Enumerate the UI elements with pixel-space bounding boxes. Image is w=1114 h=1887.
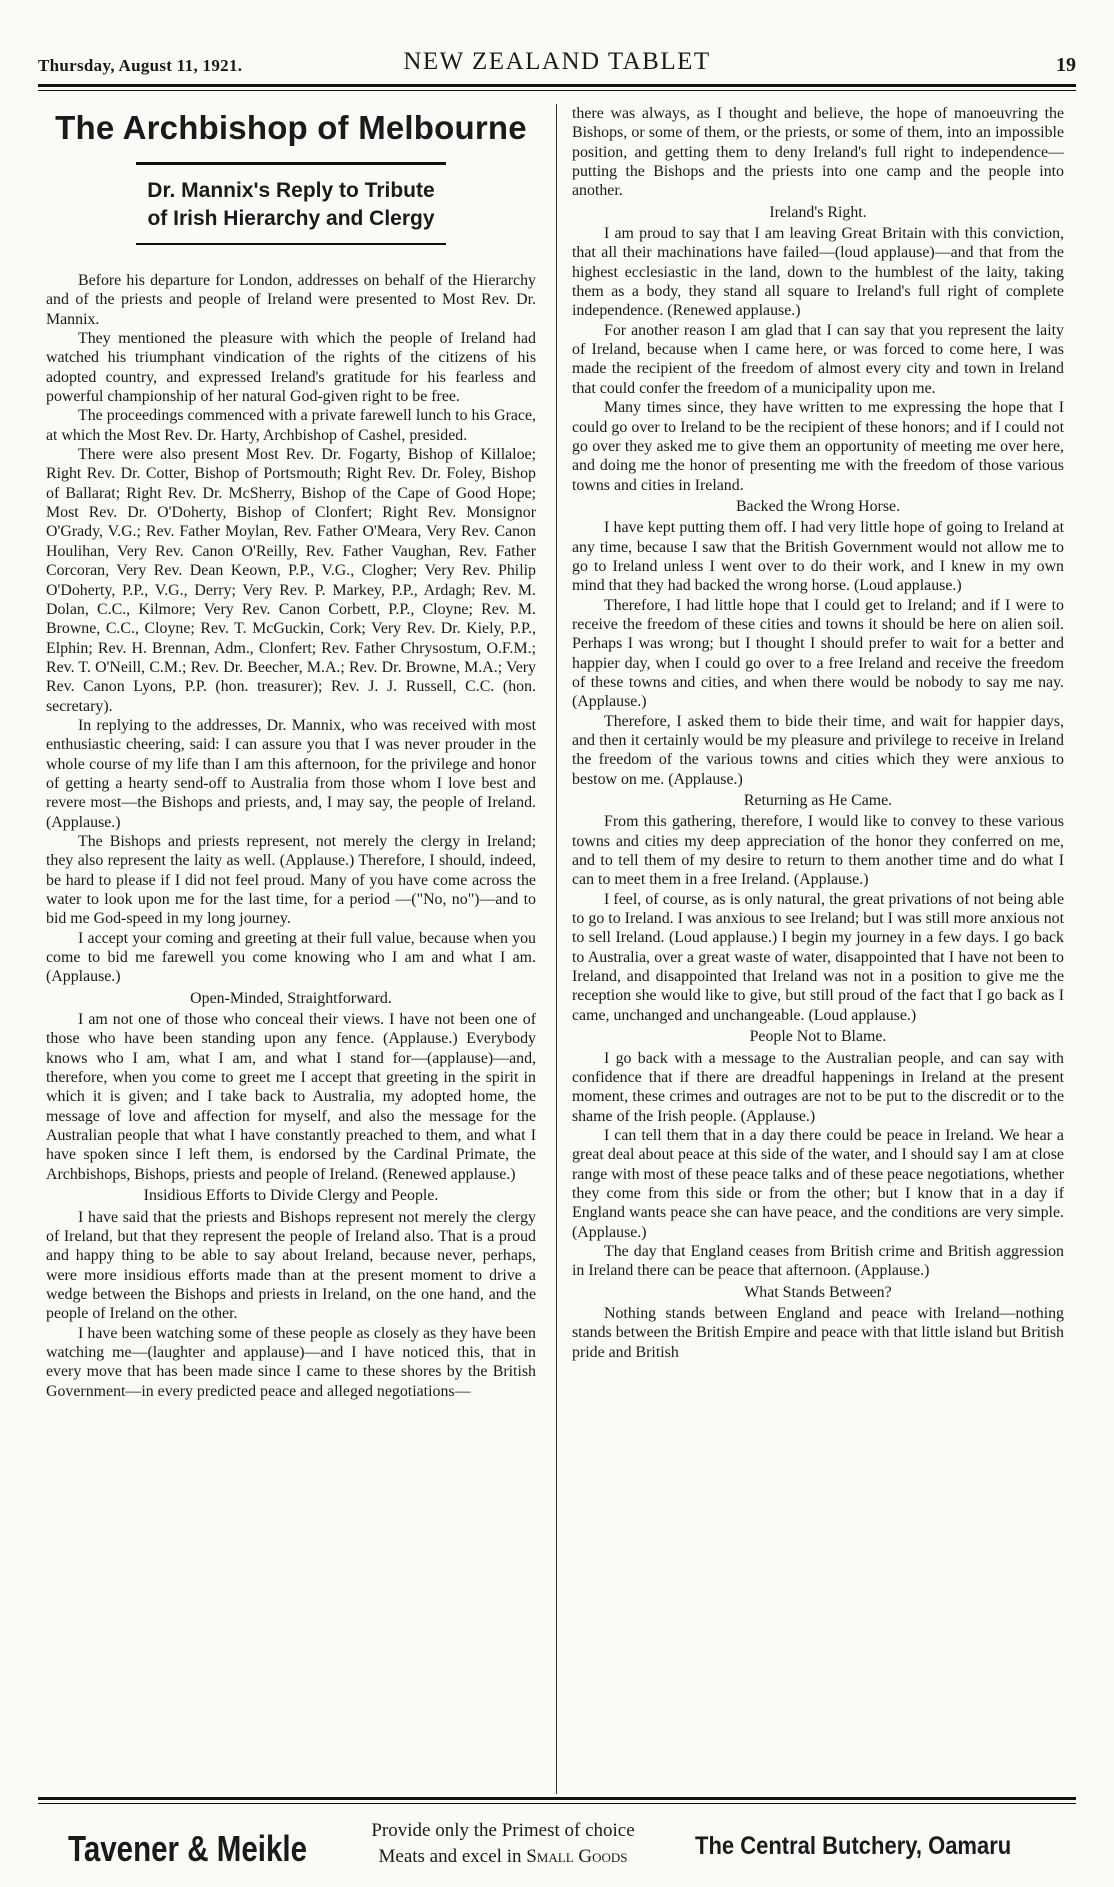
subheading: Backed the Wrong Horse. — [735, 497, 901, 515]
ad-shop-name: The Central Butchery, Oamaru — [695, 1832, 1012, 1860]
headline-rule — [136, 162, 446, 165]
left-column — [46, 104, 536, 1401]
article-deck — [46, 177, 536, 233]
paragraph: The Bishops and priests represent, not merely the clergy in Ireland; they also represent the laity as well. (Applause.) Therefore, I should, indeed, be hard to please if I did not feel proud. Many of you have come across the water to look upon me for the last time, for a period —("No, no")—and to bid me God-speed in my long journey. — [46, 832, 536, 928]
paragraph: For another reason I am glad that I can say that you represent the laity of Ireland, because when I came here, or was forced to come here, I was made the recipient of the freedom of almost every city and town in Ireland that could confer the freedom of a municipality upon me. — [572, 321, 1064, 397]
deck-line: of Irish Hierarchy and Clergy — [147, 207, 435, 230]
paragraph: I go back with a message to the Australian people, and can say with confidence that if there are dreadful happenings in Ireland at the present moment, these crimes and outrages are not to be put to the discredit or to the shame of the Irish people. (Applause.) — [572, 1049, 1064, 1125]
right-column — [572, 104, 1064, 1362]
publication-title: NEW ZEALAND TABLET — [403, 48, 711, 75]
masthead-rule — [38, 84, 1076, 87]
deck-line: Dr. Mannix's Reply to Tribute — [147, 179, 435, 202]
ad-tagline — [338, 1818, 668, 1870]
deck-rule — [136, 243, 446, 245]
advertisement — [38, 1808, 1076, 1878]
footer-rule — [38, 1797, 1076, 1800]
masthead-rule-thin — [38, 90, 1076, 91]
paragraph: There were also present Most Rev. Dr. Fogarty, Bishop of Killaloe; Right Rev. Dr. Cotter, Bishop of Portsmouth; Right Rev. Dr. Foley, Bishop of Ballarat; Right Rev. Dr. McSherry, Bishop of the Cape of Good Hope; Most Rev. Dr. O'Doherty, Bishop of Clonfert; Right Rev. Monsignor O'Grady, V.G.; Rev. Father Moylan, Rev. Father O'Meara, Very Rev. Canon Houlihan, Very Rev. Canon O'Reilly, Rev. Father Vaughan, Rev. Father Corcoran, Very Rev. Dean Keown, P.P., V.G., Clogher; Very Rev. Philip O'Doherty, P.P., V.G., Derry; Very Rev. P. Markey, P.P., Ardagh; Rev. M. Dolan, C.C., Kilmore; Very Rev. Canon Corbett, P.P., Cloyne; Rev. M. Browne, C.C., Cloyne; Rev. T. McGuckin, Cork; Very Rev. Dr. Kiely, P.P., Elphin; Rev. H. Brennan, Adm., Clonfert; Rev. Father Chrysostum, O.F.M.; Rev. T. O'Neill, C.M.; Rev. Dr. Beecher, M.A.; Rev. Dr. Browne, M.A.; Very Rev. Canon Lyons, P.P. (hon. treasurer); Rev. J. J. Russell, C.C. (hon. secretary). — [46, 446, 536, 715]
article-headline: The Archbishop of Melbourne — [55, 109, 527, 146]
subheading: Ireland's Right. — [769, 203, 867, 221]
subheading: Insidious Efforts to Divide Clergy and People. — [143, 1187, 439, 1205]
masthead — [38, 44, 1076, 84]
paragraph: I have kept putting them off. I had very little hope of going to Ireland at any time, because I saw that the British Government would not allow me to go to Ireland unless I went over to do their work, and I knew in my own mind that they had backed the wrong horse. (Loud applause.) — [572, 519, 1064, 595]
subheading: Open-Minded, Straightforward. — [190, 989, 392, 1007]
paragraph: The day that England ceases from British crime and British aggression in Ireland there can be peace that afternoon. (Applause.) — [572, 1242, 1064, 1280]
ad-line-text: Meats and excel in — [378, 1846, 527, 1867]
ad-line — [338, 1844, 668, 1870]
ad-small-goods: Small Goods — [526, 1846, 628, 1867]
subheading: People Not to Blame. — [749, 1028, 887, 1046]
paragraph: I am proud to say that I am leaving Great Britain with this conviction, that all their machinations have failed—(loud applause)—and that from the highest ecclesiastic in the land, down to the humblest of the laity, taking them as a body, they stand all square to Ireland's full right of complete independence. (Renewed applause.) — [572, 225, 1064, 320]
paragraph: Therefore, I had little hope that I could get to Ireland; and if I were to receive the freedom of these cities and towns it should be here on alien soil. Perhaps I was wrong; but I thought I should prefer to wait for a better and happier day, when I could go over to a free Ireland and receive the freedom of these towns and cities, and when there would be nobody to say me nay. (Applause.) — [572, 596, 1064, 711]
paragraph: In replying to the addresses, Dr. Mannix, who was received with most enthusiastic cheering, said: I can assure you that I was never prouder in the whole course of my life than I am this afternoon, for the privilege and honor of getting a hearty send-off to Australia from those whom I love best and revere most—the Bishops and priests, and, I may say, the people of Ireland. (Applause.) — [46, 716, 536, 831]
ad-line: Provide only the Primest of choice — [371, 1820, 635, 1841]
paragraph: From this gathering, therefore, I would like to convey to these various towns and cities my deep appreciation of the honor they conferred on me, and to tell them of my desire to return to them another time and do what I can to meet them in a free Ireland. (Applause.) — [572, 813, 1064, 889]
paragraph: I can tell them that in a day there could be peace in Ireland. We hear a great deal about peace at this side of the water, and I should say I am at close range with most of these peace talks and of these peace negotiations, whether they come from this side or from the other; but I know that in a day if England wants peace she can have peace, and the conditions are very simple. (Applause.) — [572, 1126, 1064, 1241]
paragraph: The proceedings commenced with a private farewell lunch to his Grace, at which the Most Rev. Dr. Harty, Archbishop of Cashel, presided. — [46, 407, 536, 444]
paragraph: I feel, of course, as is only natural, the great privations of not being able to go to Ireland. I was anxious to see Ireland; but I was still more anxious not to sell Ireland. (Loud applause.) I begin my journey in a few days. I go back to Australia, over a great waste of water, disappointed that I have not been to Ireland, and disappointed that Ireland was not in a position to give me the reception she would like to give, but still proud of the fact that I go back as I came, unchanged and unchangeable. (Loud applause.) — [572, 890, 1064, 1024]
page-number: 19 — [1056, 54, 1076, 76]
paragraph: I have been watching some of these people as closely as they have been watching me—(laughter and applause)—and I have noticed this, that in every move that has been made since I came to these shores by the British Government—in every predicted peace and alleged negotiations— — [46, 1324, 536, 1400]
paragraph: Nothing stands between England and peace with Ireland—nothing stands between the British Empire and peace with that little island but British pride and British — [572, 1304, 1064, 1361]
paragraph: I accept your coming and greeting at their full value, because when you come to bid me farewell you come knowing who I am and what I am. (Applause.) — [46, 929, 536, 986]
ad-brand-name: Tavener & Meikle — [68, 1828, 308, 1869]
paragraph: Many times since, they have written to me expressing the hope that I could go over to Ireland to be the recipient of these honors; and if I could not go over they asked me to give them an opportunity of meeting me over here, and doing me the honor of presenting me with the freedom of those various towns and cities in Ireland. — [572, 399, 1064, 494]
paragraph: I am not one of those who conceal their views. I have not been one of those who have been standing upon any fence. (Applause.) Everybody knows who I am, what I am, and what I stand for—(applause)—and, therefore, when you come to greet me I accept that greeting in the spirit in which it is given; and I take back to Australia, my adopted home, the message of love and affection for myself, and also the message for the Australian people that what I have constantly preached to them, and what I have spoken since I left them, is endorsed by the Cardinal Primate, the Archbishops, Bishops, priests and people of Ireland. (Renewed applause.) — [46, 1011, 536, 1183]
column-divider — [556, 104, 557, 1794]
paragraph: Before his departure for London, addresses on behalf of the Hierarchy and of the priests and people of Ireland were presented to Most Rev. Dr. Mannix. — [46, 272, 536, 328]
paragraph: Therefore, I asked them to bide their time, and wait for happier days, and then it certainly would be my pleasure and privilege to receive in Ireland the freedom of the various towns and cities which they were anxious to bestow on me. (Applause.) — [572, 712, 1064, 788]
footer-rule-thin — [38, 1803, 1076, 1804]
issue-date: Thursday, August 11, 1921. — [38, 56, 243, 75]
paragraph: I have said that the priests and Bishops represent not merely the clergy of Ireland, but that they represent the people of Ireland also. That is a proud and happy thing to be able to say about Ireland, because never, perhaps, were more insidious efforts made than at the present moment to drive a wedge between the Bishops and priests in Ireland, on the one hand, and the people of Ireland on the other. — [46, 1208, 536, 1323]
paragraph: They mentioned the pleasure with which the people of Ireland had watched his triumphant vindication of the rights of the citizens of his adopted country, and expressed Ireland's gratitude for his fearless and powerful championship of her natural God-given right to be free. — [46, 330, 536, 406]
paragraph: there was always, as I thought and believe, the hope of manoeuvring the Bishops, or some of them, or the priests, or some of them, into an impossible position, and getting them to deny Ireland's full right to independence—putting the Bishops and the priests into one camp and the people into another. — [572, 105, 1064, 200]
subheading: Returning as He Came. — [743, 792, 893, 810]
subheading: What Stands Between? — [744, 1283, 892, 1301]
